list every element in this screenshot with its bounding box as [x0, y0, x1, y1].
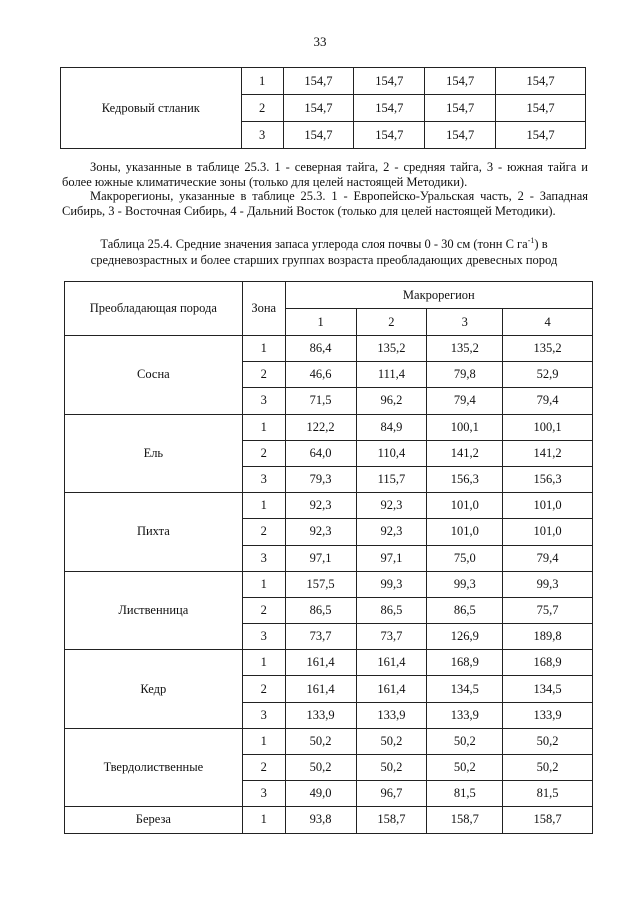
- species-cell: Лиственница: [65, 571, 243, 650]
- value-cell: 141,2: [503, 440, 593, 466]
- value-cell: 86,4: [285, 336, 356, 362]
- caption-line-2: средневозрастных и более старших группах возраста преобладающих древесных пород: [90, 253, 558, 268]
- value-cell: 158,7: [503, 807, 593, 833]
- value-cell: 154,7: [283, 95, 354, 122]
- value-cell: 52,9: [503, 362, 593, 388]
- value-cell: 79,4: [503, 545, 593, 571]
- table-row: [65, 336, 593, 362]
- header-species: Преобладающая порода: [65, 282, 243, 336]
- value-cell: 101,0: [503, 493, 593, 519]
- value-cell: 86,5: [427, 597, 503, 623]
- value-cell: 97,1: [356, 545, 427, 571]
- value-cell: 75,7: [503, 597, 593, 623]
- species-cell: Твердолиственные: [65, 728, 243, 807]
- value-cell: 189,8: [503, 624, 593, 650]
- zone-cell: 1: [242, 807, 285, 833]
- value-cell: 168,9: [503, 650, 593, 676]
- zone-cell: 3: [242, 388, 285, 414]
- value-cell: 168,9: [427, 650, 503, 676]
- header-region-4: 4: [503, 309, 593, 336]
- zone-cell: 1: [242, 336, 285, 362]
- value-cell: 134,5: [427, 676, 503, 702]
- species-cell: Береза: [65, 807, 243, 833]
- value-cell: 154,7: [425, 68, 496, 95]
- value-cell: 141,2: [427, 440, 503, 466]
- page-number: 33: [313, 34, 327, 49]
- value-cell: 73,7: [285, 624, 356, 650]
- zone-cell: 2: [242, 676, 285, 702]
- value-cell: 99,3: [503, 571, 593, 597]
- value-cell: 134,5: [503, 676, 593, 702]
- value-cell: 99,3: [356, 571, 427, 597]
- value-cell: 154,7: [354, 68, 425, 95]
- header-region-2: 2: [356, 309, 427, 336]
- table-header: [65, 282, 593, 336]
- table-row: [61, 68, 586, 95]
- table-row: [65, 571, 593, 597]
- value-cell: 50,2: [285, 755, 356, 781]
- value-cell: 96,2: [356, 388, 427, 414]
- value-cell: 156,3: [503, 466, 593, 492]
- value-cell: 81,5: [503, 781, 593, 807]
- value-cell: 81,5: [427, 781, 503, 807]
- zone-cell: 2: [242, 519, 285, 545]
- value-cell: 92,3: [356, 493, 427, 519]
- value-cell: 97,1: [285, 545, 356, 571]
- value-cell: 49,0: [285, 781, 356, 807]
- value-cell: 50,2: [427, 755, 503, 781]
- value-cell: 73,7: [356, 624, 427, 650]
- zones-note-text: Зоны, указанные в таблице 25.3. 1 - северная тайга, 2 - средняя тайга, 3 - южная тайга и более южные климатические зоны (только для целей настоящей Методики).: [62, 160, 588, 189]
- zone-cell: 3: [242, 466, 285, 492]
- value-cell: 161,4: [285, 676, 356, 702]
- value-cell: 156,3: [427, 466, 503, 492]
- value-cell: 126,9: [427, 624, 503, 650]
- value-cell: 79,3: [285, 466, 356, 492]
- value-cell: 93,8: [285, 807, 356, 833]
- value-cell: 154,7: [354, 122, 425, 149]
- value-cell: 92,3: [285, 519, 356, 545]
- value-cell: 100,1: [427, 414, 503, 440]
- header-region-3: 3: [427, 309, 503, 336]
- macroregions-note-text: Макрорегионы, указанные в таблице 25.3. 1 - Европейско-Уральская часть, 2 - Западная Сибирь, 3 - Восточная Сибирь, 4 - Дальний Восток (только для целей настоящей Методики).: [62, 189, 588, 218]
- value-cell: 86,5: [285, 597, 356, 623]
- value-cell: 161,4: [285, 650, 356, 676]
- zone-cell: 1: [242, 650, 285, 676]
- species-cell: Ель: [65, 414, 243, 493]
- header-region-1: 1: [285, 309, 356, 336]
- table-row: [65, 728, 593, 754]
- species-cell: Пихта: [65, 493, 243, 572]
- value-cell: 157,5: [285, 571, 356, 597]
- continued-table: [60, 67, 586, 149]
- value-cell: 115,7: [356, 466, 427, 492]
- zone-cell: 3: [242, 702, 285, 728]
- table-caption: [60, 233, 588, 268]
- value-cell: 158,7: [427, 807, 503, 833]
- value-cell: 50,2: [503, 728, 593, 754]
- value-cell: 161,4: [356, 650, 427, 676]
- zone-cell: 2: [242, 755, 285, 781]
- zone-cell: 3: [241, 122, 283, 149]
- value-cell: 92,3: [356, 519, 427, 545]
- value-cell: 50,2: [356, 755, 427, 781]
- zone-cell: 2: [242, 362, 285, 388]
- value-cell: 64,0: [285, 440, 356, 466]
- value-cell: 92,3: [285, 493, 356, 519]
- value-cell: 110,4: [356, 440, 427, 466]
- header-macroregion: Макрорегион: [285, 282, 592, 309]
- value-cell: 50,2: [427, 728, 503, 754]
- value-cell: 154,7: [354, 95, 425, 122]
- zone-cell: 2: [241, 95, 283, 122]
- value-cell: 154,7: [283, 122, 354, 149]
- species-cell: Сосна: [65, 336, 243, 415]
- table-body: [65, 336, 593, 834]
- value-cell: 79,4: [503, 388, 593, 414]
- value-cell: 154,7: [425, 95, 496, 122]
- table-row: [65, 493, 593, 519]
- value-cell: 158,7: [356, 807, 427, 833]
- value-cell: 99,3: [427, 571, 503, 597]
- species-cell: Кедр: [65, 650, 243, 729]
- zone-cell: 3: [242, 545, 285, 571]
- value-cell: 100,1: [503, 414, 593, 440]
- value-cell: 135,2: [356, 336, 427, 362]
- value-cell: 50,2: [285, 728, 356, 754]
- macroregions-note: [62, 189, 588, 219]
- value-cell: 135,2: [503, 336, 593, 362]
- zone-cell: 1: [242, 728, 285, 754]
- caption-superscript: -1: [527, 236, 535, 245]
- value-cell: 79,4: [427, 388, 503, 414]
- zone-cell: 3: [242, 781, 285, 807]
- value-cell: 161,4: [356, 676, 427, 702]
- value-cell: 133,9: [503, 702, 593, 728]
- value-cell: 154,7: [496, 122, 586, 149]
- caption-text: Таблица 25.4. Средние значения запаса углерода слоя почвы 0 - 30 см (тонн С га: [100, 237, 528, 252]
- zone-cell: 1: [242, 493, 285, 519]
- value-cell: 84,9: [356, 414, 427, 440]
- value-cell: 133,9: [427, 702, 503, 728]
- species-cell: Кедровый стланик: [61, 68, 242, 149]
- value-cell: 154,7: [283, 68, 354, 95]
- value-cell: 101,0: [427, 519, 503, 545]
- zone-cell: 1: [242, 571, 285, 597]
- table-row: [65, 650, 593, 676]
- zone-cell: 2: [242, 440, 285, 466]
- value-cell: 96,7: [356, 781, 427, 807]
- value-cell: 135,2: [427, 336, 503, 362]
- value-cell: 71,5: [285, 388, 356, 414]
- value-cell: 154,7: [496, 95, 586, 122]
- zone-cell: 1: [241, 68, 283, 95]
- value-cell: 86,5: [356, 597, 427, 623]
- value-cell: 122,2: [285, 414, 356, 440]
- zone-cell: 3: [242, 624, 285, 650]
- zone-cell: 2: [242, 597, 285, 623]
- zone-cell: 1: [242, 414, 285, 440]
- value-cell: 133,9: [356, 702, 427, 728]
- value-cell: 101,0: [427, 493, 503, 519]
- table-row: [65, 414, 593, 440]
- value-cell: 111,4: [356, 362, 427, 388]
- value-cell: 154,7: [425, 122, 496, 149]
- table-row: [65, 807, 593, 833]
- value-cell: 46,6: [285, 362, 356, 388]
- value-cell: 50,2: [503, 755, 593, 781]
- value-cell: 101,0: [503, 519, 593, 545]
- value-cell: 154,7: [496, 68, 586, 95]
- value-cell: 50,2: [356, 728, 427, 754]
- value-cell: 75,0: [427, 545, 503, 571]
- zones-note: [62, 160, 588, 190]
- value-cell: 133,9: [285, 702, 356, 728]
- continued-table-body: [61, 68, 586, 149]
- value-cell: 79,8: [427, 362, 503, 388]
- caption-text-end: ) в: [534, 237, 548, 252]
- header-zone: Зона: [242, 282, 285, 336]
- carbon-stock-table: [64, 281, 593, 834]
